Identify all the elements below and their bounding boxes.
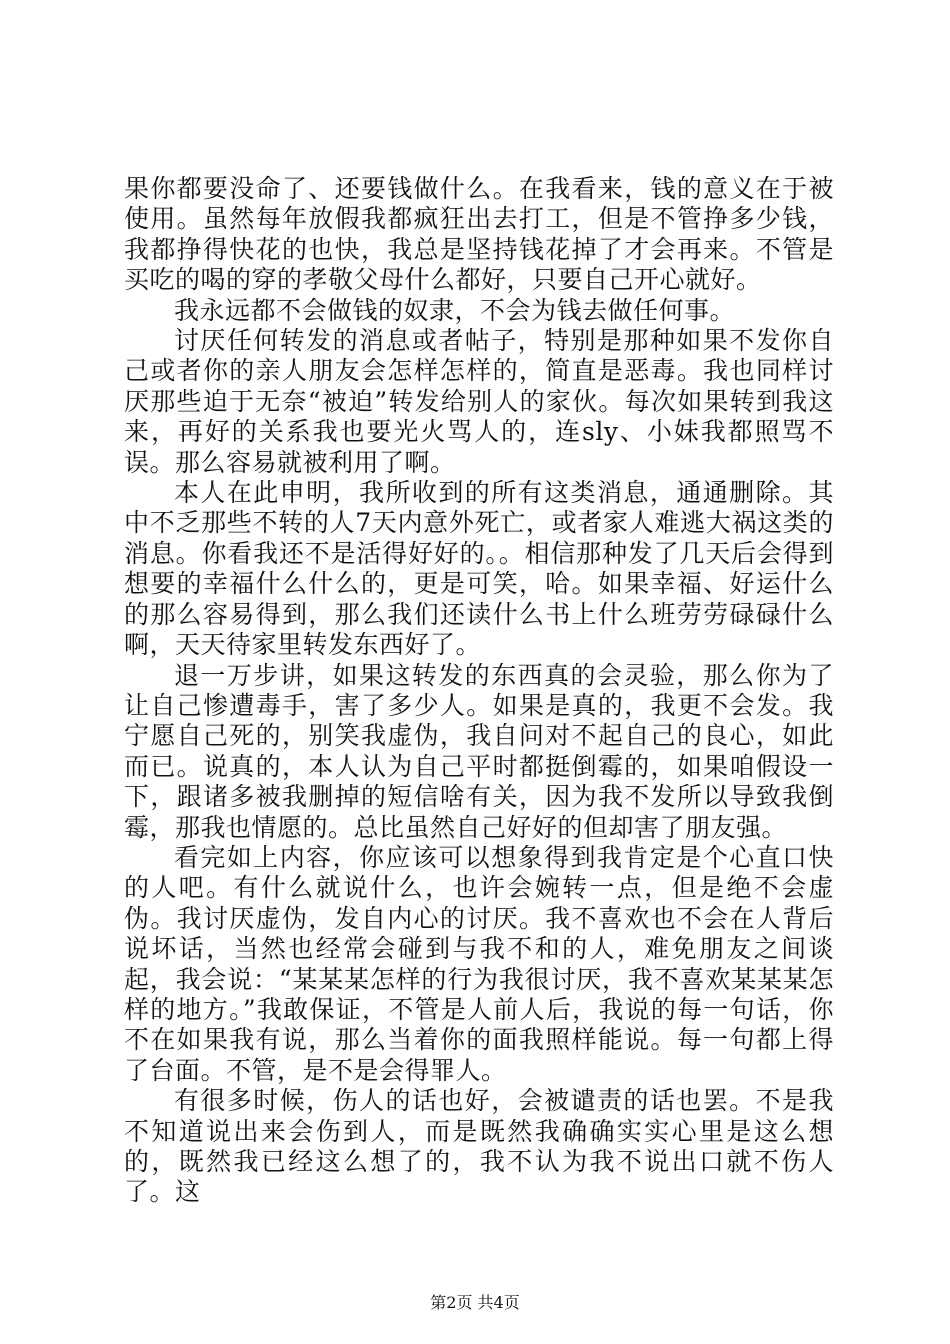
paragraph-2: 我永远都不会做钱的奴隶，不会为钱去做任何事。 bbox=[174, 295, 736, 325]
page-footer: 第2页 共4页 bbox=[430, 1293, 520, 1312]
paragraph-5: 退一万步讲，如果这转发的东西真的会灵验，那么你为了让自己惨遭毒手，害了多少人。如果是真的，我更不会发。我宁愿自己死的，别笑我虚伪，我自问对不起自己的良心，如此而已。说真的，本人认为自己平时都挺倒霉的，如果咱假设一下，跟诸多被我删掉的短信啥有关，因为我不发所以导致我倒霉，那我也情愿的。总比虽然自己好好的但却害了朋友强。 bbox=[124, 660, 834, 842]
body-text bbox=[124, 174, 834, 1208]
paragraph-1: 果你都要没命了、还要钱做什么。在我看来，钱的意义在于被使用。虽然每年放假我都疯狂出去打工，但是不管挣多少钱，我都挣得快花的也快，我总是坚持钱花掉了才会再来。不管是买吃的喝的穿的孝敬父母什么都好，只要自己开心就好。 bbox=[124, 174, 834, 295]
paragraph-6: 看完如上内容，你应该可以想象得到我肯定是个心直口快的人吧。有什么就说什么，也许会婉转一点，但是绝不会虚伪。我讨厌虚伪，发自内心的讨厌。我不喜欢也不会在人背后说坏话，当然也经常会碰到与我不和的人，难免朋友之间谈起，我会说：“某某某怎样的行为我很讨厌，我不喜欢某某某怎样的地方。”我敢保证，不管是人前人后，我说的每一句话，你不在如果我有说，那么当着你的面我照样能说。每一句都上得了台面。不管，是不是会得罪人。 bbox=[124, 842, 834, 1085]
paragraph-4: 本人在此申明，我所收到的所有这类消息，通通删除。其中不乏那些不转的人7天内意外死亡，或者家人难逃大祸这类的消息。你看我还不是活得好好的。。相信那种发了几天后会得到想要的幸福什么什么的，更是可笑，哈。如果幸福、好运什么的那么容易得到，那么我们还读什么书上什么班劳劳碌碌什么啊，天天待家里转发东西好了。 bbox=[124, 478, 834, 660]
paragraph-3: 讨厌任何转发的消息或者帖子，特别是那种如果不发你自己或者你的亲人朋友会怎样怎样的，简直是恶毒。我也同样讨厌那些迫于无奈“被迫”转发给别人的家伙。每次如果转到我这来，再好的关系我也要光火骂人的，连sly、小妹我都照骂不误。那么容易就被利用了啊。 bbox=[124, 326, 834, 477]
paragraph-7: 有很多时候，伤人的话也好，会被谴责的话也罢。不是我不知道说出来会伤到人，而是既然我确确实实心里是这么想的，既然我已经这么想了的，我不认为我不说出口就不伤人了。这 bbox=[124, 1086, 834, 1207]
